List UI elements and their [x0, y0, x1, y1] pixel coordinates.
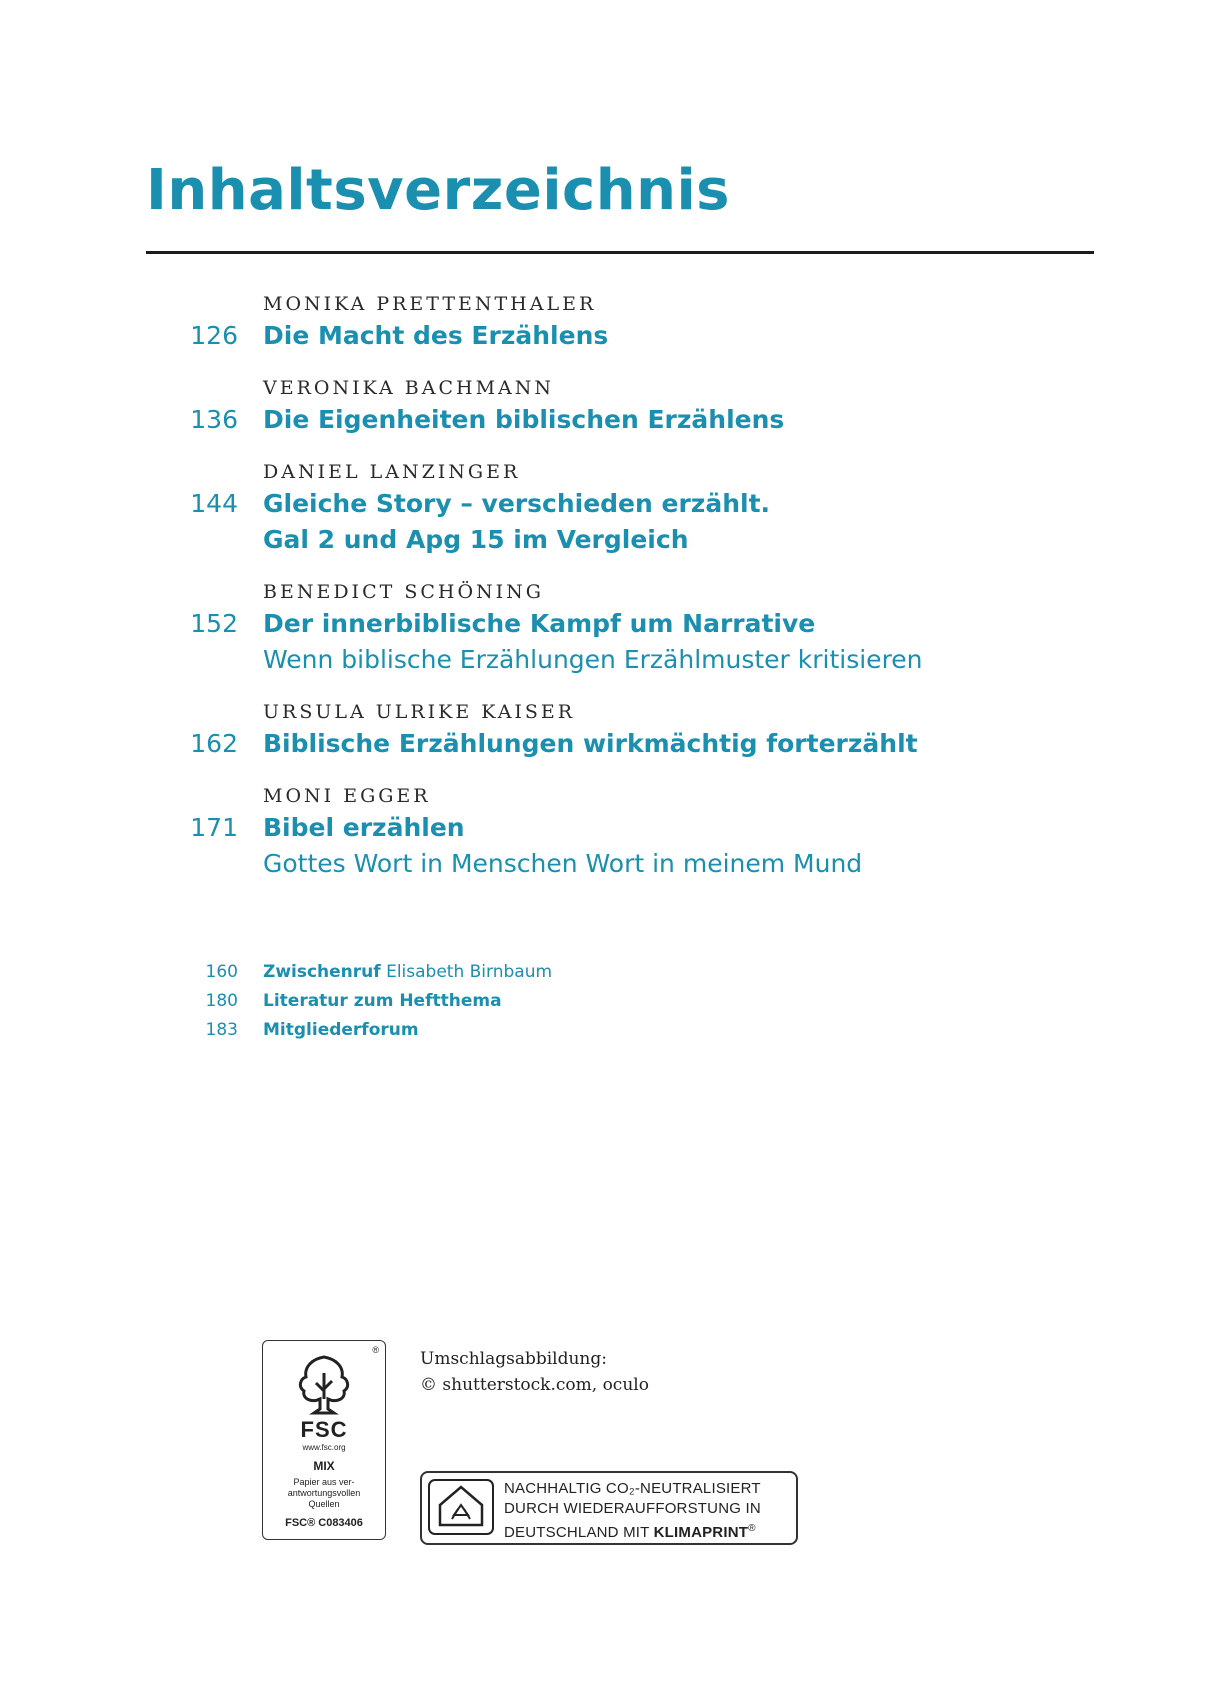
entry-title[interactable]: Die Eigenheiten biblischen Erzählens [263, 405, 785, 434]
title-divider [146, 251, 1094, 254]
toc-entry [0, 782, 1208, 882]
entry-title-line2[interactable]: Gal 2 und Apg 15 im Vergleich [263, 525, 689, 554]
fsc-paper-line: Quellen [308, 1499, 340, 1509]
klimaprint-registered-mark: ® [748, 1523, 756, 1534]
credit-source: © shutterstock.com, oculo [420, 1375, 649, 1395]
misc-item[interactable] [0, 1016, 1208, 1045]
entry-page-number: 144 [190, 489, 238, 518]
misc-list [0, 958, 1208, 1045]
entry-title[interactable]: Bibel erzählen [263, 813, 465, 842]
toc-entry [0, 290, 1208, 354]
entry-title[interactable]: Gleiche Story – verschieden erzählt. [263, 489, 771, 518]
fsc-mix: MIX [313, 1459, 335, 1473]
table-of-contents [0, 290, 1208, 902]
cover-credit [420, 1346, 649, 1398]
entry-title[interactable]: Die Macht des Erzählens [263, 321, 609, 350]
klimaprint-brand: KLIMAPRINT [653, 1524, 749, 1541]
misc-item[interactable] [0, 987, 1208, 1016]
misc-label: Zwischenruf [263, 962, 381, 982]
toc-entry [0, 698, 1208, 762]
klimaprint-house-recycle-icon [428, 1479, 494, 1535]
misc-label: Mitgliederforum [263, 1020, 419, 1040]
fsc-code: FSC® C083406 [285, 1517, 363, 1529]
fsc-label [262, 1340, 386, 1540]
entry-author: MONI EGGER [263, 785, 431, 807]
toc-entry [0, 578, 1208, 678]
entry-author: MONIKA PRETTENTHALER [263, 293, 597, 315]
entry-page-number: 152 [190, 609, 238, 638]
misc-author: Elisabeth Birnbaum [380, 962, 553, 982]
fsc-tree-icon [290, 1353, 358, 1415]
klimaprint-line3 [504, 1519, 761, 1543]
credit-label: Umschlagsabbildung: [420, 1349, 607, 1369]
misc-label: Literatur zum Heftthema [263, 991, 502, 1011]
page-title: Inhaltsverzeichnis [146, 158, 730, 223]
klimaprint-line1: NACHHALTIG CO₂-NEUTRALISIERT [504, 1480, 761, 1497]
fsc-registered-mark: ® [372, 1345, 379, 1355]
misc-page-number: 160 [205, 962, 238, 982]
fsc-paper-line: antwortungsvollen [287, 1488, 361, 1498]
entry-title[interactable]: Biblische Erzählungen wirkmächtig forterzählt [263, 729, 918, 758]
misc-item[interactable] [0, 958, 1208, 987]
entry-page-number: 126 [190, 321, 238, 350]
entry-author: VERONIKA BACHMANN [263, 377, 555, 399]
entry-page-number: 162 [190, 729, 238, 758]
fsc-paper-text [267, 1477, 381, 1510]
toc-entry [0, 374, 1208, 438]
misc-page-number: 183 [205, 1020, 238, 1040]
entry-subtitle: Wenn biblische Erzählungen Erzählmuster kritisieren [263, 645, 923, 674]
klimaprint-badge [420, 1471, 798, 1545]
entry-author: BENEDICT SCHÖNING [263, 581, 544, 603]
fsc-brand: FSC [300, 1417, 348, 1442]
fsc-paper-line: Papier aus ver- [293, 1477, 355, 1487]
klimaprint-text [504, 1479, 761, 1543]
entry-title[interactable]: Der innerbiblische Kampf um Narrative [263, 609, 816, 638]
toc-entry [0, 458, 1208, 558]
klimaprint-line2: DURCH WIEDERAUFFORSTUNG IN [504, 1500, 761, 1517]
fsc-website: www.fsc.org [302, 1443, 346, 1452]
entry-author: URSULA ULRIKE KAISER [263, 701, 576, 723]
entry-page-number: 136 [190, 405, 238, 434]
misc-page-number: 180 [205, 991, 238, 1011]
klimaprint-line3-prefix: DEUTSCHLAND MIT [504, 1524, 654, 1541]
entry-author: DANIEL LANZINGER [263, 461, 521, 483]
entry-page-number: 171 [190, 813, 238, 842]
entry-subtitle: Gottes Wort in Menschen Wort in meinem Mund [263, 849, 863, 878]
